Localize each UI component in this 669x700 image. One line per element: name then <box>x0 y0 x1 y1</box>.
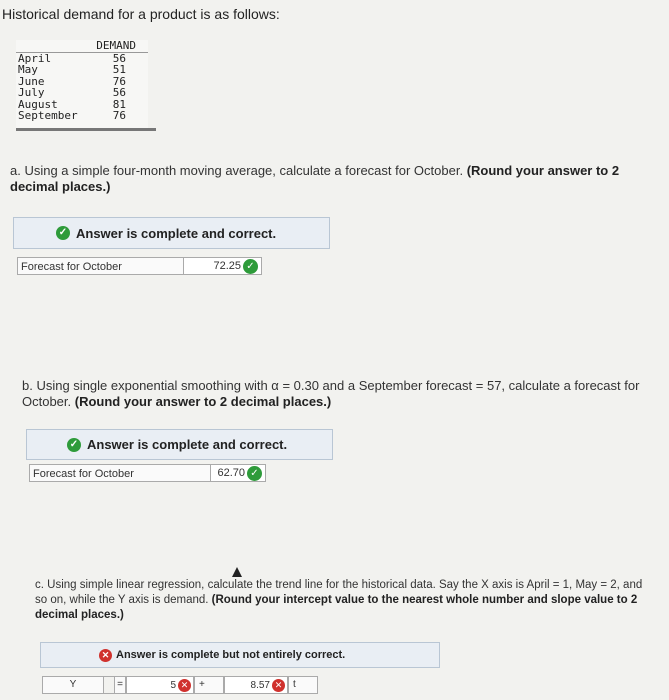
trend-line-equation <box>42 676 332 694</box>
mouse-cursor-icon <box>232 567 242 577</box>
table-row <box>16 87 148 99</box>
demand-table <box>16 40 148 131</box>
equation-gap <box>104 676 114 694</box>
month-cell: July <box>18 86 45 99</box>
question-b <box>22 378 652 410</box>
question-b-rounding: (Round your answer to 2 decimal places.) <box>74 394 332 409</box>
slope-value: 8.57 <box>250 679 270 691</box>
check-icon: ✓ <box>67 438 81 452</box>
answer-status-b <box>26 429 333 460</box>
intercept-input[interactable] <box>126 676 194 694</box>
x-icon: ✕ <box>178 679 191 692</box>
equation-equals: = <box>114 676 126 694</box>
answer-status-a-text: Answer is complete and correct. <box>76 225 277 241</box>
check-icon: ✓ <box>247 466 262 481</box>
question-c <box>35 578 650 623</box>
table-divider <box>16 128 156 131</box>
demand-cell: 51 <box>112 63 126 76</box>
question-a-rounding: (Round your answer to 2 decimal places.) <box>10 163 620 194</box>
equation-plus: + <box>194 676 224 694</box>
equation-t-label: t <box>288 676 318 694</box>
forecast-input-b[interactable] <box>210 464 266 482</box>
question-c-text: c. Using simple linear regression, calculate the trend line for the historical data. Say the X axis is April = 1, May = 2, and so on, while the Y axis is demand. <box>35 579 643 606</box>
demand-cell: 56 <box>112 51 126 65</box>
demand-cell: 81 <box>112 97 126 111</box>
month-cell: June <box>18 74 45 88</box>
question-a-text: a. Using a simple four-month moving average, calculate a forecast for October. <box>10 163 464 178</box>
question-c-rounding: (Round your intercept value to the nearest whole number and slope value to 2 decimal places.) <box>35 594 638 621</box>
question-b-text: b. Using single exponential smoothing with α = 0.30 and a September forecast = 57, calculate a forecast for October. <box>22 378 640 409</box>
forecast-value-a: 72.25 <box>213 260 241 272</box>
demand-header: DEMAND <box>16 40 148 53</box>
month-cell: May <box>18 63 38 76</box>
table-row <box>16 64 148 76</box>
month-cell: August <box>18 97 58 111</box>
slope-input[interactable] <box>224 676 288 694</box>
question-a <box>10 163 655 195</box>
month-cell: April <box>18 51 52 65</box>
table-row <box>16 110 148 122</box>
forecast-label-a: Forecast for October <box>17 257 184 275</box>
forecast-value-b: 62.70 <box>217 467 245 479</box>
forecast-input-a[interactable] <box>183 257 262 275</box>
month-cell: September <box>18 109 78 122</box>
intercept-value: 5 <box>170 679 176 691</box>
x-icon: ✕ <box>99 649 112 662</box>
answer-status-c <box>40 642 440 668</box>
demand-cell: 76 <box>112 74 126 88</box>
equation-y-label: Y <box>42 676 104 694</box>
intro-text: Historical demand for a product is as follows: <box>2 6 280 22</box>
x-icon: ✕ <box>272 679 285 692</box>
answer-status-c-text: Answer is complete but not entirely correct. <box>116 649 346 661</box>
check-icon: ✓ <box>56 226 70 240</box>
forecast-label-b: Forecast for October <box>29 464 211 482</box>
demand-cell: 56 <box>112 86 126 99</box>
check-icon: ✓ <box>243 259 258 274</box>
demand-cell: 76 <box>112 109 126 122</box>
answer-status-a <box>13 217 330 249</box>
answer-status-b-text: Answer is complete and correct. <box>87 437 288 452</box>
